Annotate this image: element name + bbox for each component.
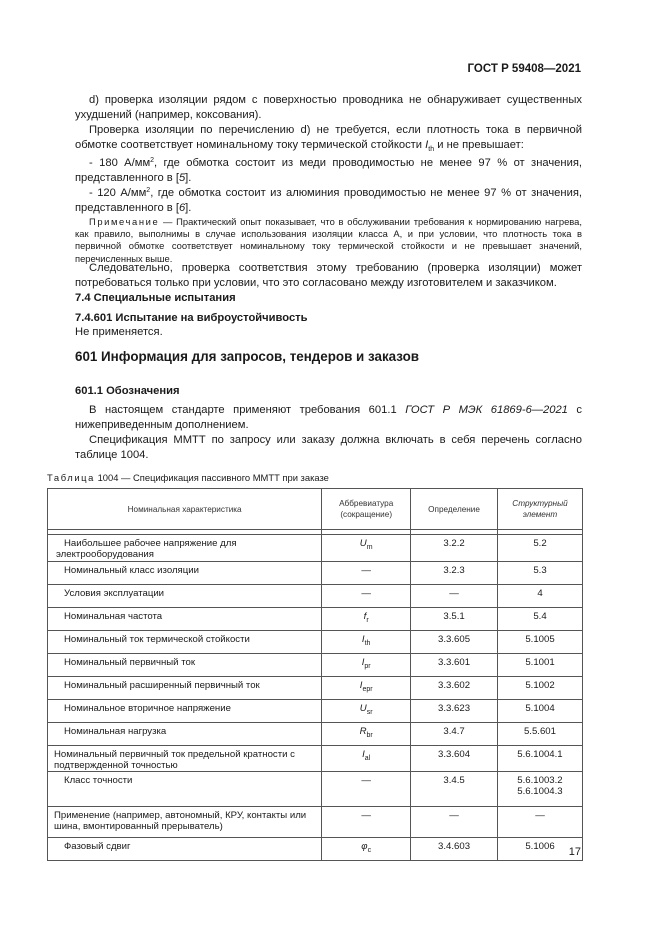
cell-abbreviation: —: [322, 807, 411, 838]
header-characteristic: Номинальная характеристика: [48, 489, 322, 530]
cell-definition: —: [411, 585, 498, 608]
paragraph-specification: Спецификация ММТТ по запросу или заказу должна включать в себя перечень согласно таблице 1004.: [75, 434, 582, 461]
table-row: [48, 700, 583, 723]
cell-characteristic: Фазовый сдвиг: [48, 838, 322, 861]
cell-characteristic: Условия эксплуатации: [48, 585, 322, 608]
table-row: [48, 535, 583, 562]
cell-definition: 3.2.3: [411, 562, 498, 585]
note-label: Примечание: [89, 216, 160, 227]
table-row: [48, 838, 583, 861]
table-row: [48, 654, 583, 677]
table-header-row: [48, 489, 583, 530]
table-row: [48, 772, 583, 807]
cell-structural-element: 5.2: [497, 535, 582, 562]
paragraph-insulation-check: Проверка изоляции по перечислению d) не требуется, если плотность тока в первичной обмотке соответствует номинальному току термической стойкости $I_{th}$ и не превышает:: [75, 124, 582, 153]
table-caption: Таблица 1004 — Спецификация пассивного ММТТ при заказе: [47, 472, 329, 483]
cell-characteristic: Номинальная нагрузка: [48, 723, 322, 746]
paragraph-aluminium-limit: - 120 $А/мм^2$, где обмотка состоит из алюминия проводимостью не менее 97 % от значения, представленного в [6].: [75, 187, 582, 214]
cell-abbreviation: —: [322, 562, 411, 585]
cell-structural-element: —: [497, 807, 582, 838]
cell-abbreviation: $U_m$: [322, 535, 411, 562]
table-row: [48, 631, 583, 654]
paragraph-conclusion: Следовательно, проверка соответствия этому требованию (проверка изоляции) может потребоваться только при условии, что это согласовано между изготовителем и заказчиком.: [75, 262, 582, 289]
cell-definition: 3.4.603: [411, 838, 498, 861]
cell-definition: 3.3.601: [411, 654, 498, 677]
cell-characteristic: Номинальный первичный ток: [48, 654, 322, 677]
section-heading-7-4-601: 7.4.601 Испытание на виброустойчивость: [75, 312, 308, 324]
table-row: [48, 608, 583, 631]
cell-characteristic: Применение (например, автономный, КРУ, контакты или шина, вмонтированный прерыватель): [48, 807, 322, 838]
cell-characteristic: Номинальное вторичное напряжение: [48, 700, 322, 723]
cell-characteristic: Номинальный первичный ток предельной кратности с подтвержденной точностью: [48, 746, 322, 772]
cell-abbreviation: $I_{al}$: [322, 746, 411, 772]
cell-characteristic: Номинальный расширенный первичный ток: [48, 677, 322, 700]
reference-standard: ГОСТ Р МЭК 61869-6—2021: [405, 404, 568, 416]
cell-abbreviation: —: [322, 772, 411, 807]
document-header-id: ГОСТ Р 59408—2021: [467, 63, 581, 75]
header-structural-element: Структурный элемент: [497, 489, 582, 530]
cell-characteristic: Класс точности: [48, 772, 322, 807]
paragraph-item-d: d) проверка изоляции рядом с поверхностью проводника не обнаруживает существенных ухудшений (например, коксования).: [75, 94, 582, 121]
cell-characteristic: Наибольшее рабочее напряжение для электрооборудования: [48, 535, 322, 562]
cell-structural-element: 5.6.1004.1: [497, 746, 582, 772]
cell-structural-element: 5.5.601: [497, 723, 582, 746]
cell-abbreviation: $\varphi_c$: [322, 838, 411, 861]
cell-structural-element: 5.1004: [497, 700, 582, 723]
cell-definition: 3.3.605: [411, 631, 498, 654]
cell-definition: —: [411, 807, 498, 838]
cell-structural-element: 5.1001: [497, 654, 582, 677]
section-heading-601-1: 601.1 Обозначения: [75, 385, 180, 397]
paragraph-not-applied: Не применяется.: [75, 326, 163, 338]
cell-structural-element: 5.4: [497, 608, 582, 631]
cell-abbreviation: $U_{sr}$: [322, 700, 411, 723]
table-row: [48, 562, 583, 585]
cell-structural-element: 5.6.1003.2 5.6.1004.3: [497, 772, 582, 807]
paragraph-601-requirements: В настоящем стандарте применяют требования 601.1 ГОСТ Р МЭК 61869-6—2021 с нижеприведенным дополнением.: [75, 404, 582, 431]
cell-structural-element: 5.3: [497, 562, 582, 585]
cell-structural-element: 5.1006: [497, 838, 582, 861]
table-row: [48, 585, 583, 608]
header-definition: Определение: [411, 489, 498, 530]
cell-abbreviation: $I_{pr}$: [322, 654, 411, 677]
cell-structural-element: 5.1005: [497, 631, 582, 654]
table-row: [48, 677, 583, 700]
cell-abbreviation: —: [322, 585, 411, 608]
cell-abbreviation: $R_{br}$: [322, 723, 411, 746]
cell-characteristic: Номинальная частота: [48, 608, 322, 631]
table-row: [48, 807, 583, 838]
page-number: 17: [568, 846, 581, 858]
section-heading-7-4: 7.4 Специальные испытания: [75, 292, 236, 304]
cell-structural-element: 5.1002: [497, 677, 582, 700]
cell-definition: 3.3.623: [411, 700, 498, 723]
paragraph-copper-limit: - 180 $А/мм^2$, где обмотка состоит из меди проводимостью не менее 97 % от значения, представленного в [5].: [75, 157, 582, 184]
cell-definition: 3.3.604: [411, 746, 498, 772]
cell-definition: 3.4.5: [411, 772, 498, 807]
cell-definition: 3.4.7: [411, 723, 498, 746]
header-abbreviation: Аббревиатура (сокращение): [322, 489, 411, 530]
cell-definition: 3.2.2: [411, 535, 498, 562]
cell-definition: 3.5.1: [411, 608, 498, 631]
cell-abbreviation: $I_{epr}$: [322, 677, 411, 700]
cell-definition: 3.3.602: [411, 677, 498, 700]
cell-structural-element: 4: [497, 585, 582, 608]
cell-characteristic: Номинальный класс изоляции: [48, 562, 322, 585]
note-paragraph: Примечание — Практический опыт показывает, что в обслуживании требования к нормированию нагрева, как правило, выполнимы в случае использования изоляции класса А, и при условии, что плотность тока в первичной обмотке соответствует номинальному току термической стойкости и не превышает значений, перечисленных выше.: [75, 216, 582, 264]
table-row: [48, 746, 583, 772]
cell-characteristic: Номинальный ток термической стойкости: [48, 631, 322, 654]
cell-abbreviation: $f_r$: [322, 608, 411, 631]
table-row: [48, 723, 583, 746]
cell-abbreviation: $I_{th}$: [322, 631, 411, 654]
specification-table: [47, 488, 583, 861]
section-heading-601: 601 Информация для запросов, тендеров и заказов: [75, 349, 419, 364]
